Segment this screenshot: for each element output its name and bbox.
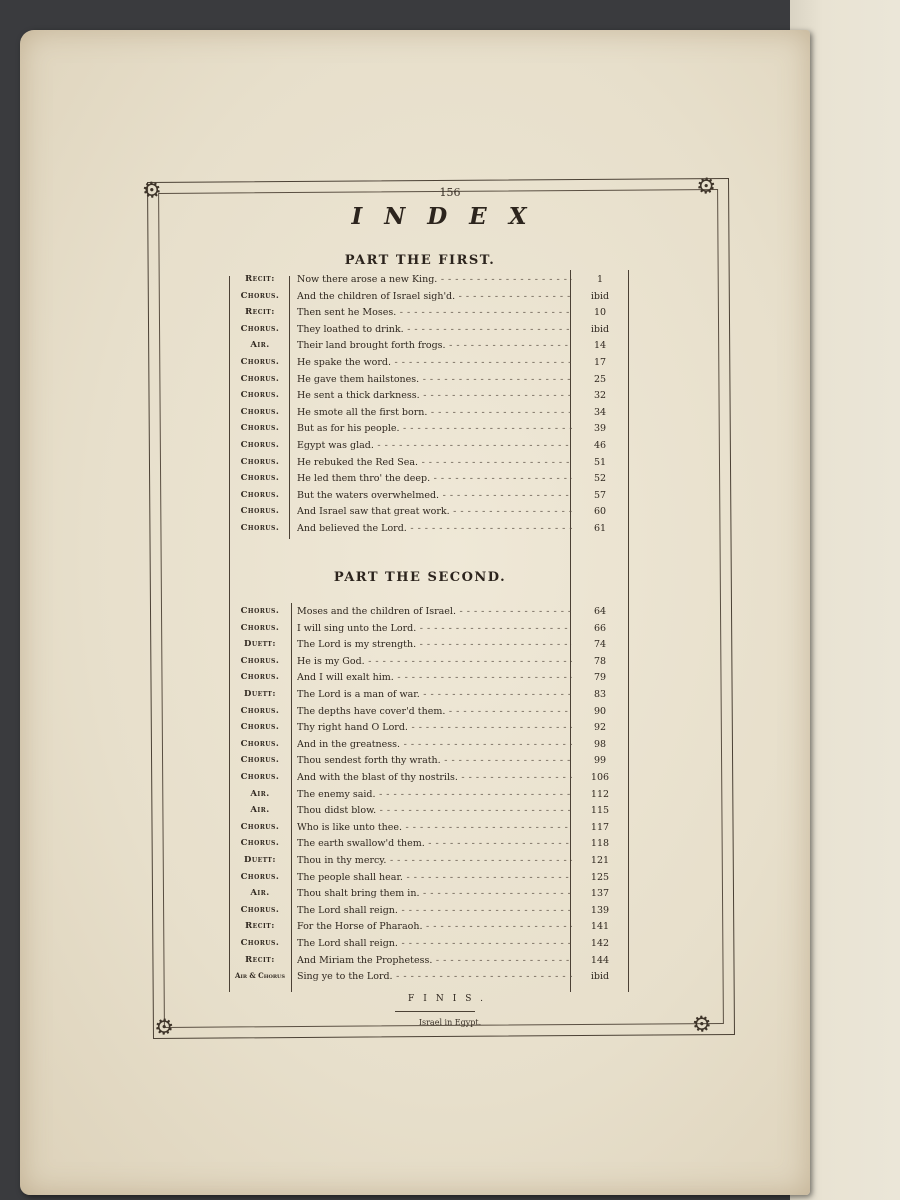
entry-movement-type: Chorus.: [240, 323, 280, 334]
entry-page-number: 51: [593, 456, 607, 468]
entry-movement-type: Chorus.: [240, 373, 280, 384]
entry-title: He gave them hailstones. - - -: [297, 374, 572, 385]
index-entry: [230, 506, 630, 522]
entry-movement-type: Chorus.: [240, 456, 280, 467]
index-entry: [230, 822, 630, 838]
index-entry: [230, 755, 630, 771]
entry-movement-type: Chorus.: [240, 655, 280, 666]
lyre-ornament-icon: ⚙: [689, 170, 721, 203]
entry-page-number: 66: [593, 622, 607, 634]
index-entry: [230, 357, 630, 373]
entry-title: Moses and the children of Israel. - - -: [297, 606, 572, 617]
entry-movement-type: Chorus.: [240, 755, 280, 766]
entry-title: I will sing unto the Lord. - - -: [297, 623, 572, 634]
index-entry: [230, 274, 630, 290]
entry-title: He spake the word. - - -: [297, 357, 572, 368]
index-entry: [230, 324, 630, 340]
index-entry: [230, 390, 630, 406]
index-entry: [230, 606, 630, 622]
entry-page-number: ibid: [590, 323, 610, 335]
entry-movement-type: Chorus.: [240, 606, 280, 616]
part-heading: PART THE FIRST.: [344, 253, 496, 268]
index-entry: [230, 855, 630, 871]
index-entry: [230, 722, 630, 738]
index-entry: [230, 656, 630, 672]
entry-title: Now there arose a new King. - - -: [297, 274, 572, 285]
index-entry: [230, 407, 630, 423]
entry-title: The Lord is my strength. - - -: [297, 639, 572, 650]
entry-page-number: ibid: [590, 971, 610, 983]
index-entry: [230, 374, 630, 390]
entry-movement-type: Air.: [250, 788, 270, 799]
index-entry: [230, 905, 630, 921]
entry-title: The enemy said. - - -: [297, 789, 572, 800]
index-entry: [230, 639, 630, 655]
entry-page-number: 112: [590, 788, 610, 800]
entry-page-number: 115: [590, 805, 610, 817]
entry-movement-type: Chorus.: [240, 904, 280, 915]
entry-page-number: 83: [593, 689, 607, 700]
entry-title: Sing ye to the Lord. - - -: [297, 971, 572, 982]
entry-page-number: 121: [590, 855, 610, 866]
index-entry: [230, 307, 630, 323]
entry-movement-type: Chorus.: [240, 473, 280, 484]
lyre-ornament-icon: ⚙: [147, 1011, 179, 1044]
index-entry: [230, 672, 630, 688]
entry-title: The earth swallow'd them. - - -: [297, 838, 572, 849]
entry-page-number: 90: [593, 705, 607, 717]
entry-page-number: 25: [593, 373, 607, 385]
entry-page-number: 78: [593, 655, 607, 667]
entry-movement-type: Chorus.: [240, 506, 280, 517]
entry-movement-type: Chorus.: [240, 938, 280, 948]
entry-title: Egypt was glad. - - -: [297, 440, 572, 451]
entry-movement-type: Chorus.: [240, 489, 280, 500]
entry-page-number: 60: [593, 506, 607, 518]
entry-page-number: 74: [593, 639, 607, 651]
index-entry: [230, 706, 630, 722]
entry-title: The people shall hear. - - -: [297, 872, 572, 883]
entry-page-number: 1: [596, 274, 604, 285]
entry-title: He rebuked the Red Sea. - - -: [297, 457, 572, 468]
entry-movement-type: Air.: [250, 340, 270, 351]
index-entry: [230, 340, 630, 356]
entry-page-number: 17: [593, 357, 607, 368]
entry-page-number: 141: [590, 921, 610, 933]
entry-title: He smote all the first born. - - -: [297, 407, 572, 418]
entry-movement-type: Chorus.: [240, 821, 280, 832]
entry-movement-type: Recit:: [245, 274, 275, 284]
index-entry: [230, 689, 630, 705]
entry-page-number: 106: [590, 772, 610, 783]
index-entry: [230, 490, 630, 506]
entry-movement-type: Chorus.: [240, 290, 280, 301]
entry-page-number: 14: [593, 340, 607, 352]
index-entry: [230, 772, 630, 788]
entry-page-number: 57: [593, 489, 607, 501]
entry-movement-type: Recit:: [245, 954, 275, 965]
entry-title: He led them thro' the deep. - - -: [297, 473, 572, 484]
entry-title: And with the blast of thy nostrils. - - -: [297, 772, 572, 783]
entry-title: Then sent he Moses. - - -: [297, 307, 572, 318]
index-entry: [230, 888, 630, 904]
index-entry: [230, 789, 630, 805]
entry-page-number: 99: [593, 755, 607, 767]
entry-movement-type: Chorus.: [240, 406, 280, 417]
entry-page-number: 142: [590, 938, 610, 949]
finis-text: FINIS.: [408, 994, 492, 1004]
entry-title: Their land brought forth frogs. - - -: [297, 340, 572, 351]
entry-movement-type: Chorus.: [240, 772, 280, 782]
index-entry: [230, 872, 630, 888]
entry-movement-type: Air.: [250, 888, 270, 899]
entry-movement-type: Chorus.: [240, 738, 280, 749]
entry-title: He is my God. - - -: [297, 656, 572, 667]
entry-page-number: 79: [593, 672, 607, 684]
entry-page-number: 92: [593, 722, 607, 734]
entry-page-number: 98: [593, 738, 607, 750]
entry-title: Thou shalt bring them in. - - -: [297, 888, 572, 899]
entry-title: The Lord is a man of war. - - -: [297, 689, 572, 700]
entry-page-number: 64: [593, 606, 607, 617]
entry-title: They loathed to drink. - - -: [297, 324, 572, 335]
footer-title: Israel in Egypt.: [418, 1018, 482, 1027]
entry-movement-type: Chorus.: [240, 523, 280, 533]
entry-movement-type: Chorus.: [240, 722, 280, 733]
entry-title: And Miriam the Prophetess. - - -: [297, 955, 572, 966]
index-entry: [230, 921, 630, 937]
entry-title: The Lord shall reign. - - -: [297, 905, 572, 916]
entry-page-number: 34: [593, 406, 607, 418]
entry-movement-type: Chorus.: [240, 440, 280, 450]
index-entry: [230, 938, 630, 954]
entry-page-number: 144: [590, 954, 610, 966]
entry-title: And Israel saw that great work. - - -: [297, 506, 572, 517]
index-entry: [230, 291, 630, 307]
entry-movement-type: Chorus.: [240, 622, 280, 633]
entry-title: And the children of Israel sigh'd. - - -: [297, 291, 572, 302]
entry-title: And in the greatness. - - -: [297, 739, 572, 750]
index-entry: [230, 523, 630, 539]
index-entry: [230, 623, 630, 639]
entry-movement-type: Chorus.: [240, 423, 280, 434]
index-entry: [230, 955, 630, 971]
entry-title: Thou in thy mercy. - - -: [297, 855, 572, 866]
entry-title: And I will exalt him. - - -: [297, 672, 572, 683]
entry-movement-type: Duett:: [243, 689, 277, 699]
entry-movement-type: Duett:: [243, 639, 277, 650]
entry-page-number: 137: [590, 888, 610, 900]
entry-movement-type: Chorus.: [240, 838, 280, 849]
entry-movement-type: Air.: [250, 805, 270, 816]
entry-title: For the Horse of Pharaoh. - - -: [297, 921, 572, 932]
entry-page-number: 139: [590, 904, 610, 916]
index-entry: [230, 457, 630, 473]
entry-page-number: 118: [590, 838, 610, 850]
entry-movement-type: Chorus.: [240, 672, 280, 683]
footer-rule: [395, 1011, 475, 1012]
entry-title: Thou didst blow. - - -: [297, 805, 572, 816]
index-entry: [230, 739, 630, 755]
index-entry: [230, 805, 630, 821]
entry-title: But as for his people. - - -: [297, 423, 572, 434]
page-number: 156: [439, 186, 461, 199]
index-entry: [230, 473, 630, 489]
entry-movement-type: Recit:: [245, 921, 275, 932]
entry-page-number: 125: [590, 871, 610, 883]
entry-title: Who is like unto thee. - - -: [297, 822, 572, 833]
entry-page-number: 117: [590, 821, 610, 833]
index-title: INDEX: [351, 203, 549, 230]
index-entry: [230, 971, 630, 987]
entry-page-number: 10: [593, 307, 607, 319]
entry-title: The depths have cover'd them. - - -: [297, 706, 572, 717]
part-heading: PART THE SECOND.: [333, 570, 507, 585]
entry-title: But the waters overwhelmed. - - -: [297, 490, 572, 501]
entry-movement-type: Chorus.: [240, 705, 280, 716]
entry-movement-type: Chorus.: [240, 390, 280, 401]
entry-movement-type: Recit:: [245, 307, 275, 318]
entry-title: Thou sendest forth thy wrath. - - -: [297, 755, 572, 766]
entry-page-number: 32: [593, 390, 607, 402]
entry-title: And believed the Lord. - - -: [297, 523, 572, 534]
entry-movement-type: Chorus.: [240, 871, 280, 882]
entry-movement-type: Chorus.: [240, 357, 280, 367]
entry-page-number: 46: [593, 440, 607, 451]
index-entry: [230, 440, 630, 456]
entry-movement-type: Duett:: [243, 855, 277, 865]
index-entry: [230, 838, 630, 854]
entry-page-number: 61: [593, 523, 607, 534]
entry-page-number: 39: [593, 423, 607, 435]
entry-page-number: 52: [593, 473, 607, 485]
entry-page-number: ibid: [590, 290, 610, 302]
lyre-ornament-icon: ⚙: [687, 1008, 719, 1041]
lyre-ornament-icon: ⚙: [137, 174, 169, 207]
entry-title: Thy right hand O Lord. - - -: [297, 722, 572, 733]
entry-title: The Lord shall reign. - - -: [297, 938, 572, 949]
entry-movement-type: Air & Chorus: [235, 971, 285, 981]
entry-title: He sent a thick darkness. - - -: [297, 390, 572, 401]
index-entry: [230, 423, 630, 439]
